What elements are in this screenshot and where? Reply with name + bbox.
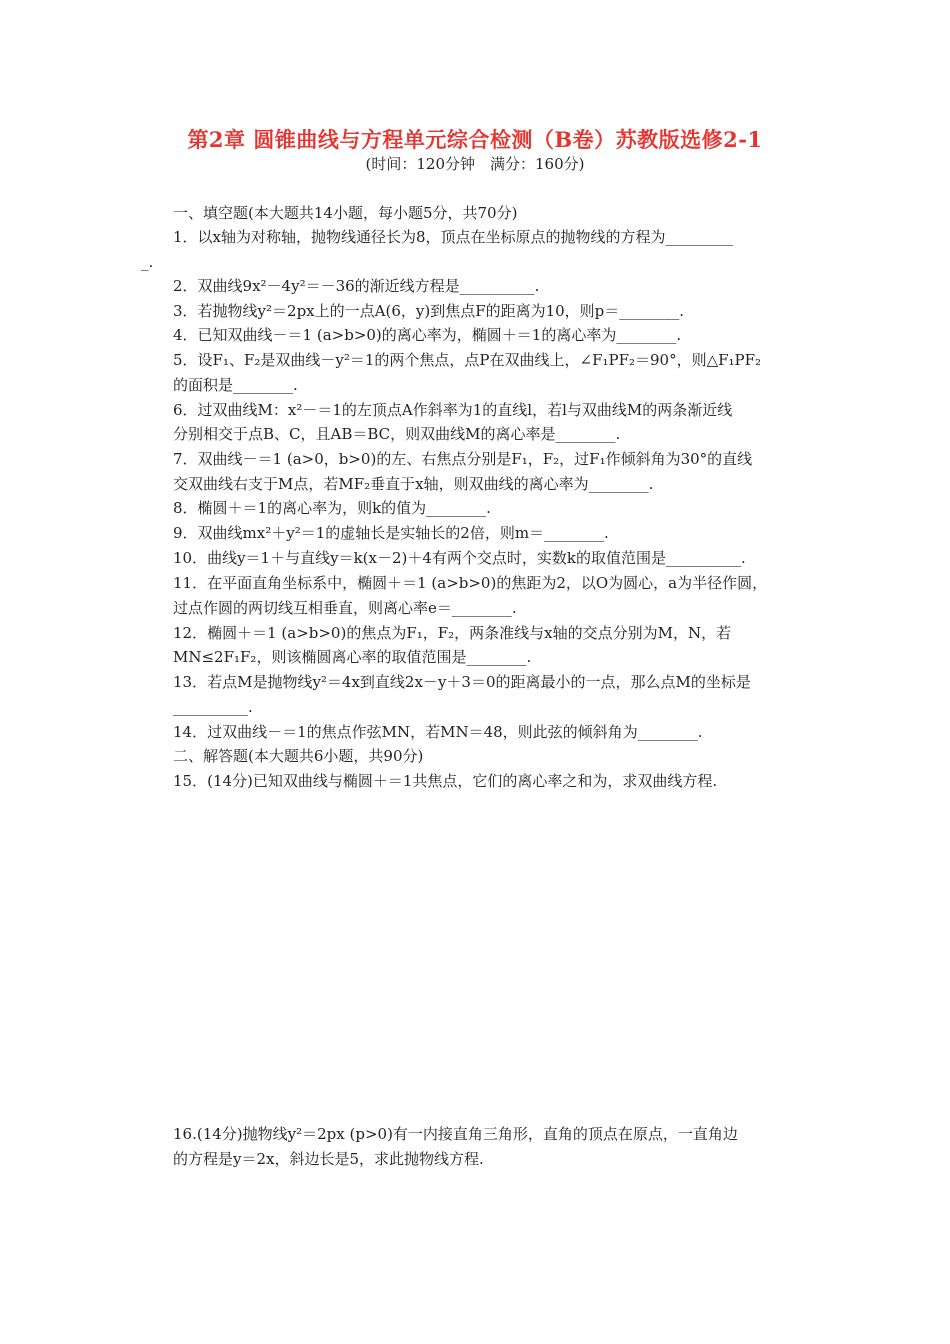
text-line: _. [141, 253, 154, 271]
text-line: __________. [173, 698, 253, 716]
text-line: 12．椭圆＋＝1 (a>b>0)的焦点为F₁，F₂，两条准线与x轴的交点分别为M，N，若 [173, 624, 732, 642]
text-line: 1．以x轴为对称轴，抛物线通径长为8，顶点在坐标原点的抛物线的方程为_________ [173, 228, 734, 246]
text-line: 过点作圆的两切线互相垂直，则离心率e＝________. [173, 599, 517, 617]
text-line: 分别相交于点B、C，且AB＝BC，则双曲线M的离心率是________. [173, 425, 621, 443]
text-line: 13．若点M是抛物线y²＝4x到直线2x－y＋3＝0的距离最小的一点，那么点M的坐标是 [173, 673, 751, 691]
text-line: 4．已知双曲线－＝1 (a>b>0)的离心率为，椭圆＋＝1的离心率为________. [173, 326, 682, 344]
text-line: 8．椭圆＋＝1的离心率为，则k的值为________. [173, 499, 491, 517]
text-line: 9．双曲线mx²＋y²＝1的虚轴长是实轴长的2倍，则m＝________. [173, 524, 609, 542]
document-title: 第2章 圆锥曲线与方程单元综合检测（B卷）苏教版选修2-1 [187, 127, 763, 152]
text-line: 7．双曲线－＝1 (a>0，b>0)的左、右焦点分别是F₁，F₂，过F₁作倾斜角为30°的直线 [173, 450, 753, 468]
text-line: 二、解答题(本大题共6小题，共90分) [173, 747, 424, 765]
text-line: MN≤2F₁F₂，则该椭圆离心率的取值范围是________. [173, 648, 532, 666]
text-line: 3．若抛物线y²＝2px上的一点A(6，y)到焦点F的距离为10，则p＝________. [173, 302, 685, 320]
text-line: 的面积是________. [173, 376, 298, 394]
text-line: 的方程是y＝2x，斜边长是5，求此抛物线方程. [173, 1150, 484, 1168]
text-line: 6．过双曲线M：x²－＝1的左顶点A作斜率为1的直线l，若l与双曲线M的两条渐近线 [173, 401, 733, 419]
text-line: 15．(14分)已知双曲线与椭圆＋＝1共焦点，它们的离心率之和为，求双曲线方程. [173, 772, 718, 790]
text-line: 5．设F₁、F₂是双曲线－y²＝1的两个焦点，点P在双曲线上，∠F₁PF₂＝90°，则△F₁PF₂ [173, 351, 762, 369]
text-line: 16.(14分)抛物线y²＝2px (p>0)有一内接直角三角形，直角的顶点在原点，一直角边 [173, 1125, 738, 1143]
document-subtitle: (时间：120分钟 满分：160分) [365, 155, 585, 173]
text-line: 11．在平面直角坐标系中，椭圆＋＝1 (a>b>0)的焦距为2，以O为圆心，a为半径作圆， [173, 574, 768, 592]
text-line: 交双曲线右支于M点，若MF₂垂直于x轴，则双曲线的离心率为________. [173, 475, 654, 493]
text-line: 10．曲线y＝1＋与直线y＝k(x－2)＋4有两个交点时，实数k的取值范围是__________. [173, 549, 746, 567]
text-line: 2．双曲线9x²－4y²＝－36的渐近线方程是__________. [173, 277, 540, 295]
text-line: 一、填空题(本大题共14小题，每小题5分，共70分) [173, 204, 518, 222]
text-line: 14．过双曲线－＝1的焦点作弦MN，若MN＝48，则此弦的倾斜角为________. [173, 723, 703, 741]
